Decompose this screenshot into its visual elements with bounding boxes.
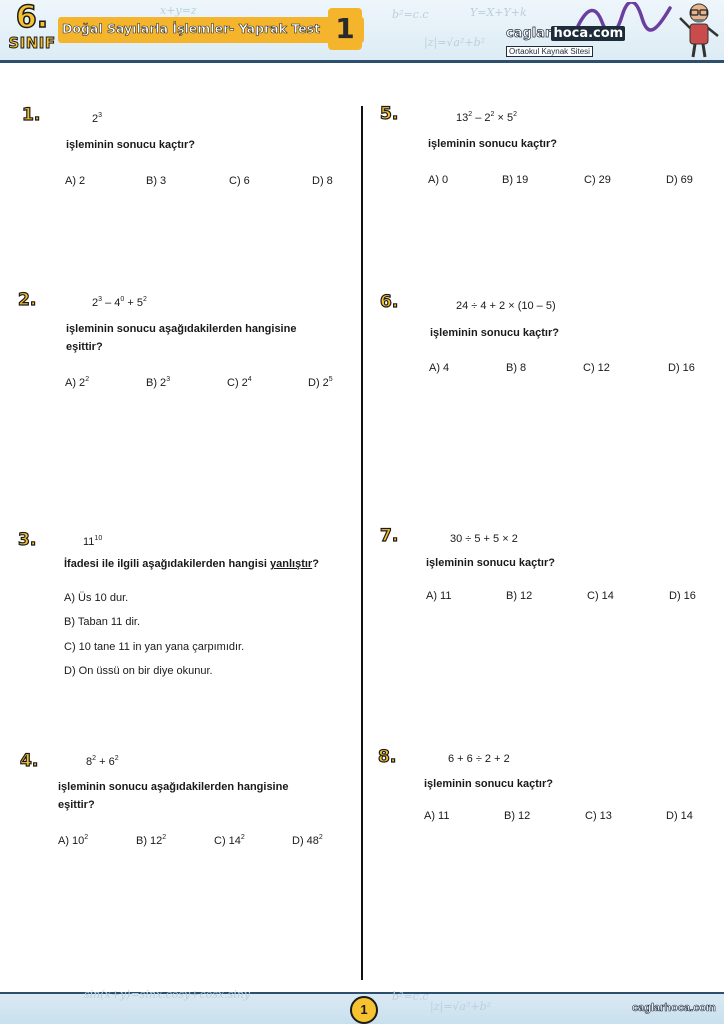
grade-label: SINIF [8,34,56,52]
question-expression: $2^3 - 4^0 + 5^2$ [92,296,147,309]
page-title: Doğal Sayılarla İşlemler- Yaprak Test [62,21,321,36]
option-c[interactable]: C) 14 [587,590,614,602]
test-number: 1 [335,12,355,45]
question-expression: 6 + 6 ÷ 2 + 2 [448,753,510,765]
option-a[interactable]: A) 0 [428,174,449,186]
option-a[interactable]: A) 4 [429,362,450,374]
test-number-box [328,8,362,50]
teacher-mascot-icon [676,0,722,58]
option-c[interactable]: C) $14^2$ [214,834,245,847]
option-c[interactable]: C) 6 [229,175,250,187]
option-a[interactable]: A) $2^2$ [65,376,90,389]
option-c[interactable]: C) 12 [583,362,610,374]
option-d[interactable]: D) 69 [666,174,693,186]
grade-badge [6,2,58,58]
option-b[interactable]: B) 19 [502,174,529,186]
option-c[interactable]: C) $2^4$ [227,376,252,389]
question-number: 5. [380,104,399,124]
header-background-formula: |z|=√a²+b² [424,36,486,49]
option-c[interactable]: C) 13 [585,810,612,822]
option-b[interactable]: B) Taban 11 dir. [64,616,141,628]
option-a[interactable]: A) 2 [65,175,86,187]
header-background-formula: Y=X+Y+k [470,6,527,19]
header-background-formula: x+y=z [160,4,197,17]
option-d[interactable]: D) 8 [312,175,333,187]
question-expression: $2^3$ [92,112,103,125]
question-number: 1. [22,105,41,125]
option-b[interactable]: B) 12 [506,590,533,602]
stem-underlined-word: yanlıştır [270,558,313,570]
brand-right: hoca.com [553,26,624,41]
brand-logo [506,26,625,41]
option-b[interactable]: B) 12 [504,810,531,822]
question-expression: 30 ÷ 5 + 5 × 2 [450,533,518,545]
option-d[interactable]: D) On üssü on bir diye okunur. [64,665,213,677]
question-stem: işleminin sonucu kaçtır? [66,139,195,151]
question-expression: $8^2 + 6^2$ [86,755,119,768]
option-d[interactable]: D) 16 [668,362,695,374]
question-stem: işleminin sonucu kaçtır? [424,778,553,790]
footer-brand: caglarhoca.com [632,1002,716,1014]
question-stem: işleminin sonucu kaçtır? [428,138,557,150]
question-number: 8. [378,747,397,767]
question-expression: $11^{10}$ [83,535,103,548]
option-b[interactable]: B) $2^3$ [146,376,171,389]
option-a[interactable]: A) $10^2$ [58,834,89,847]
question-stem-continued: eşittir? [58,799,95,811]
option-b[interactable]: B) $12^2$ [136,834,167,847]
page-number: 1 [360,1002,368,1017]
option-a[interactable]: A) 11 [426,590,452,602]
question-stem: işleminin sonucu kaçtır? [430,327,559,339]
stem-suffix: ? [312,558,319,570]
brand-subtitle: Ortaokul Kaynak Sitesi [506,46,593,57]
question-number: 4. [20,751,39,771]
option-c[interactable]: C) 10 tane 11 in yan yana çarpımıdır. [64,641,245,653]
header-background-formula: b²=c.c [392,8,429,21]
question-number: 3. [18,530,37,550]
title-strip [58,12,364,45]
option-d[interactable]: D) 16 [669,590,696,602]
question-number: 6. [380,292,399,312]
page-number-badge [350,996,378,1024]
column-divider [361,106,363,980]
page-header [0,0,724,62]
grade-number: 6. [15,0,49,35]
footer-background-formula: sin(x+y)=sinx.cosy+cosx.siny [84,988,251,1001]
option-d[interactable]: D) 14 [666,810,693,822]
footer-background-formula: b²=c.c [392,990,429,1003]
option-b[interactable]: B) 8 [506,362,527,374]
option-c[interactable]: C) 29 [584,174,611,186]
question-number: 2. [18,290,37,310]
question-number: 7. [380,526,399,546]
question-stem: işleminin sonucu aşağıdakilerden hangisine [66,323,297,335]
stem-prefix: İfadesi ile ilgili aşağıdakilerden hangisi [64,558,271,570]
option-d[interactable]: D) $48^2$ [292,834,323,847]
question-stem: işleminin sonucu aşağıdakilerden hangisine [58,781,289,793]
footer-background-formula: |z|=√a²+b² [430,1000,492,1013]
brand-left: caglar [506,26,552,41]
option-b[interactable]: B) 3 [146,175,167,187]
question-stem: işleminin sonucu kaçtır? [426,557,555,569]
header-rule [0,60,724,63]
question-stem [64,555,319,573]
question-expression: $13^2 - 2^2 \times 5^2$ [456,111,517,124]
question-stem-continued: eşittir? [66,341,103,353]
option-d[interactable]: D) $2^5$ [308,376,333,389]
option-a[interactable]: A) 11 [424,810,450,822]
option-a[interactable]: A) Üs 10 dur. [64,592,129,604]
question-expression: 24 ÷ 4 + 2 × (10 – 5) [456,300,556,312]
